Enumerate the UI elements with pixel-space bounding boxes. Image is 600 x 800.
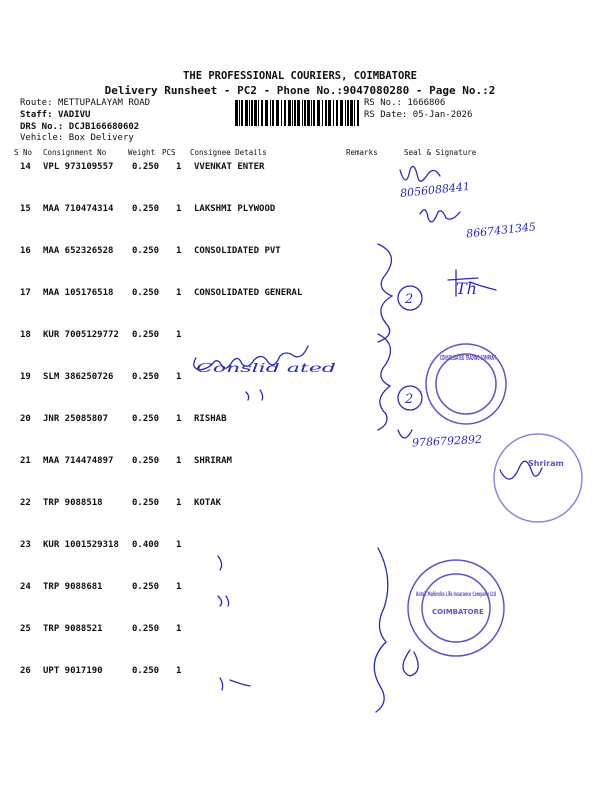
row-consignment-no: KUR 1001529318: [43, 540, 119, 550]
table-row: [0, 372, 600, 388]
vehicle-label: Vehicle:: [20, 133, 64, 143]
row-sno: 14: [20, 162, 31, 172]
bracket-mark-text-19: 2: [405, 392, 414, 407]
staff-line: [20, 110, 90, 120]
handwriting-row-19: [194, 346, 308, 370]
row-weight: 0.250: [132, 498, 160, 508]
staff-label: Staff:: [20, 110, 53, 120]
row-consignee: CONSOLIDATED GENERAL: [194, 288, 303, 298]
row-weight: 0.250: [132, 288, 160, 298]
table-row: [0, 666, 600, 682]
row-consignment-no: MAA 652326528: [43, 246, 114, 256]
handwritten-phone-row-20: 9786792892: [411, 432, 483, 450]
drs-line: [20, 122, 139, 132]
table-row: [0, 162, 600, 178]
row-sno: 24: [20, 582, 31, 592]
row-consignee: LAKSHMI PLYWOOD: [194, 204, 276, 214]
runsheet-subtitle: Delivery Runsheet - PC2 - Phone No.:9047080280 - Page No.:2: [104, 84, 496, 97]
drs-label: DRS No.:: [20, 122, 64, 132]
row-pcs: 1: [176, 582, 182, 592]
row-consignment-no: KUR 7005129772: [43, 330, 119, 340]
table-row: [0, 456, 600, 472]
row-consignment-no: JNR 25085807: [43, 414, 109, 424]
col-pcs: PCS: [162, 148, 176, 157]
row-consignment-no: SLM 386250726: [43, 372, 114, 382]
row-weight: 0.250: [132, 246, 160, 256]
table-row: [0, 582, 600, 598]
shriram-stamp-text: Shriram: [528, 459, 564, 468]
row-pcs: 1: [176, 624, 182, 634]
bracket-mark-text-16-17: 2: [405, 292, 414, 307]
row-consignment-no: VPL 973109557: [43, 162, 114, 172]
tick-row-19: [246, 390, 263, 400]
table-row: [0, 498, 600, 514]
row-consignee: CONSOLIDATED PVT: [194, 246, 281, 256]
table-row: [0, 288, 600, 304]
company-title: THE PROFESSIONAL COURIERS, COIMBATORE: [183, 70, 417, 82]
rs-no-label: RS No.:: [364, 98, 402, 108]
row-weight: 0.400: [132, 540, 160, 550]
route-value: METTUPALAYAM ROAD: [57, 98, 151, 108]
row-weight: 0.250: [132, 162, 160, 172]
row-consignee: SHRIRAM: [194, 456, 232, 466]
table-row: [0, 246, 600, 262]
row-sno: 23: [20, 540, 31, 550]
row-weight: 0.250: [132, 204, 160, 214]
row-consignment-no: TRP 9088518: [43, 498, 103, 508]
row-sno: 16: [20, 246, 31, 256]
row-consignment-no: TRP 9088521: [43, 624, 103, 634]
row-sno: 18: [20, 330, 31, 340]
table-row: [0, 624, 600, 640]
vehicle-value: Box Delivery: [68, 133, 134, 143]
rs-date-label: RS Date:: [364, 110, 408, 120]
row-sno: 26: [20, 666, 31, 676]
row-pcs: 1: [176, 330, 182, 340]
table-row: [0, 540, 600, 556]
kotak-stamp-text: Kotak Mahindra Life Insurance Company Ltd: [416, 591, 496, 598]
row-consignment-no: MAA 714474897: [43, 456, 114, 466]
route-line: [20, 98, 150, 108]
kotak-stamp-city: COIMBATORE: [432, 608, 484, 616]
row-pcs: 1: [176, 246, 182, 256]
col-remarks: Remarks: [346, 148, 378, 157]
row-sno: 22: [20, 498, 31, 508]
row-sno: 25: [20, 624, 31, 634]
row-pcs: 1: [176, 540, 182, 550]
row-pcs: 1: [176, 372, 182, 382]
rs-no-line: [364, 98, 445, 108]
row-consignment-no: TRP 9088681: [43, 582, 103, 592]
vehicle-line: [20, 133, 134, 143]
rs-date-value: 05-Jan-2026: [412, 110, 473, 120]
row-pcs: 1: [176, 666, 182, 676]
staff-value: VADIVU: [57, 110, 91, 120]
barcode: [235, 100, 360, 126]
row-sno: 15: [20, 204, 31, 214]
rs-date-line: [364, 110, 472, 120]
handwritten-phone-1: 8056088441: [399, 179, 471, 201]
row-weight: 0.250: [132, 372, 160, 382]
row-weight: 0.250: [132, 330, 160, 340]
row-sno: 20: [20, 414, 31, 424]
row-pcs: 1: [176, 414, 182, 424]
row-weight: 0.250: [132, 624, 160, 634]
bracket-mark-19: [398, 386, 422, 410]
handwritten-note-row-19: Conslid ated: [196, 361, 337, 375]
drs-value: DCJB166680602: [68, 122, 140, 132]
col-consignee: Consignee Details: [190, 148, 267, 157]
table-row: [0, 204, 600, 220]
row-weight: 0.250: [132, 456, 160, 466]
row-consignment-no: MAA 710474314: [43, 204, 114, 214]
col-seal-signature: Seal & Signature: [404, 148, 477, 157]
row-weight: 0.250: [132, 666, 160, 676]
signature-row-20: [398, 430, 412, 438]
row-weight: 0.250: [132, 582, 160, 592]
row-consignment-no: UPT 9017190: [43, 666, 103, 676]
row-consignee: VVENKAT ENTER: [194, 162, 265, 172]
row-weight: 0.250: [132, 414, 160, 424]
row-consignee: KOTAK: [194, 498, 222, 508]
table-row: [0, 330, 600, 346]
row-pcs: 1: [176, 288, 182, 298]
row-sno: 19: [20, 372, 31, 382]
row-consignment-no: MAA 105176518: [43, 288, 114, 298]
row-pcs: 1: [176, 162, 182, 172]
col-sno: S No: [14, 148, 33, 157]
row-pcs: 1: [176, 204, 182, 214]
rs-no-value: 1666806: [407, 98, 446, 108]
table-row: [0, 414, 600, 430]
consolidated-stamp-text: CONSOLIDATED TRADING COMPANY: [440, 354, 497, 362]
row-sno: 21: [20, 456, 31, 466]
row-sno: 17: [20, 288, 31, 298]
handwritten-phone-2: 8667431345: [465, 220, 537, 241]
row-pcs: 1: [176, 456, 182, 466]
col-weight: Weight: [128, 148, 156, 157]
col-consignment: Consignment No: [43, 148, 107, 157]
kotak-stamp: [408, 560, 504, 656]
row-consignee: RISHAB: [194, 414, 227, 424]
handwritten-note-row-16: Th: [456, 279, 477, 298]
tick-row-23: [218, 556, 222, 570]
route-label: Route:: [20, 98, 53, 108]
row-pcs: 1: [176, 498, 182, 508]
